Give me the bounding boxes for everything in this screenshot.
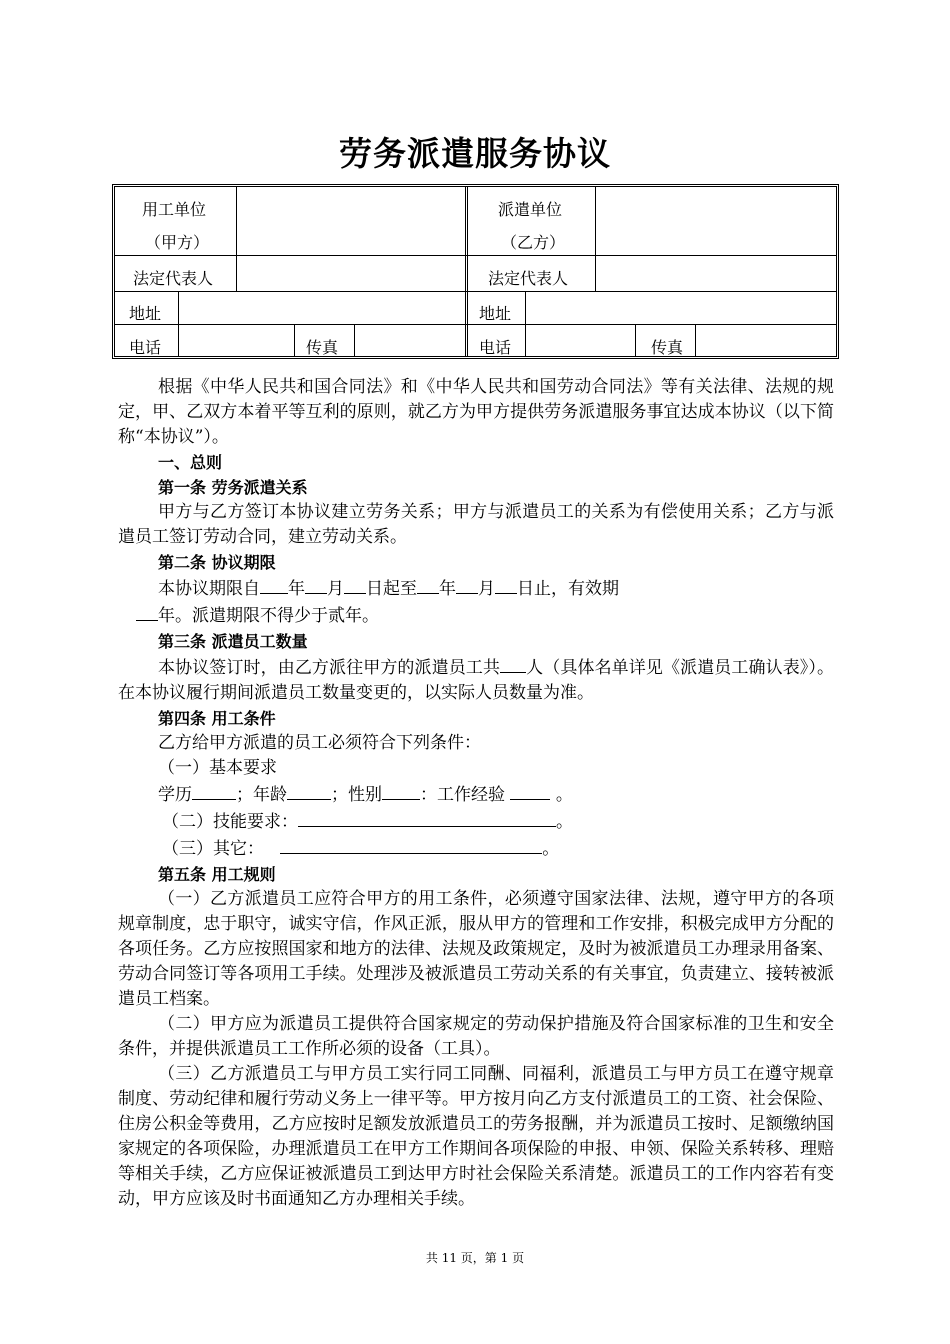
agreement-body: [118, 375, 834, 1212]
article-3-text: [118, 654, 834, 706]
employer-label: 用工单位: [142, 200, 207, 219]
article-2-duration-line: [118, 602, 834, 629]
year-label: 年: [439, 579, 456, 599]
month-label: 月: [478, 579, 495, 599]
blank-field: [305, 575, 327, 594]
blank-field: [500, 654, 526, 673]
day-from-label: 日起至: [366, 579, 417, 599]
age-label: ；年龄: [236, 785, 287, 805]
term-start-text: 本协议期限自: [158, 579, 260, 599]
skills-end: 。: [556, 812, 573, 832]
blank-field: [495, 575, 517, 594]
phone-label-a: 电话: [129, 338, 162, 357]
party-info-table: [112, 184, 839, 359]
blank-field: [510, 781, 550, 800]
duration-text: 年。派遣期限不得少于贰年。: [158, 606, 379, 626]
other-label: （三）其它：: [162, 839, 264, 859]
table-col-divider: [635, 324, 636, 356]
article-4-skills: [118, 808, 834, 835]
article-3-text-a: 本协议签订时，由乙方派往甲方的派遣员工共: [158, 658, 501, 678]
document-title: 劳务派遣服务协议: [339, 134, 611, 173]
blank-field: [344, 575, 366, 594]
dispatcher-label: 派遣单位: [498, 200, 563, 219]
gender-label: ；性别: [331, 785, 382, 805]
address-label-a: 地址: [129, 304, 162, 323]
table-col-divider: [695, 324, 696, 356]
blank-field: [287, 781, 331, 800]
section-general-heading: 一、总则: [158, 453, 223, 472]
article-1-heading: 第一条 劳务派遣关系: [158, 478, 308, 497]
article-3-text-b: 人（具体名单详见《派遣员工确认表》）。在本协议履行期间派遣员工数量变更的，以实际人员数量为准。: [118, 658, 835, 703]
blank-field: [382, 781, 420, 800]
blank-field: [417, 575, 439, 594]
article-4-basic-fields: [118, 781, 834, 808]
blank-field: [456, 575, 478, 594]
table-col-divider: [178, 291, 179, 356]
table-center-divider: [465, 187, 468, 356]
page-footer: 共 11 页，第 1 页: [425, 1251, 525, 1265]
employer-party-label: （甲方）: [145, 233, 210, 252]
table-col-divider: [236, 187, 237, 291]
legal-rep-label-a: 法定代表人: [133, 269, 214, 288]
article-1-text: 甲方与乙方签订本协议建立劳务关系；甲方与派遣员工的关系为有偿使用关系；乙方与派遣员工签订劳动合同，建立劳动关系。: [118, 502, 834, 547]
table-row-divider: [115, 291, 836, 292]
article-4-text: 乙方给甲方派遣的员工必须符合下列条件：: [158, 733, 481, 753]
year-label: 年: [288, 579, 305, 599]
dispatcher-party-label: （乙方）: [501, 233, 566, 252]
article-2-term-line: [118, 575, 834, 602]
article-4-other: [118, 835, 834, 862]
blank-field: [298, 808, 556, 827]
blank-field: [280, 835, 542, 854]
table-col-divider: [525, 291, 526, 356]
intro-paragraph: 根据《中华人民共和国合同法》和《中华人民共和国劳动合同法》等有关法律、法规的规定，甲、乙双方本着平等互利的原则，就乙方为甲方提供劳务派遣服务事宜达成本协议（以下简称“本协议”）。: [118, 377, 834, 447]
table-row-divider: [115, 255, 836, 256]
article-5-heading: 第五条 用工规则: [158, 865, 276, 884]
other-end: 。: [542, 839, 560, 859]
day-to-label: 日止，有效期: [517, 579, 619, 599]
fax-label-a: 传真: [306, 338, 339, 357]
article-5-paragraph-3: （三）乙方派遣员工与甲方员工实行同工同酬、同福利，派遣员工与甲方员工在遵守规章制度、劳动纪律和履行劳动义务上一律平等。甲方按月向乙方支付派遣员工的工资、社会保险、住房公积金等费用，乙方应按时足额发放派遣员工的劳务报酬，并为派遣员工按时、足额缴纳国家规定的各项保险，办理派遣员工在甲方工作期间各项保险的申报、申领、保险关系转移、理赔等相关手续，乙方应保证被派遣员工到达甲方时社会保险关系清楚。派遣员工的工作内容若有变动，甲方应该及时书面通知乙方办理相关手续。: [118, 1064, 834, 1209]
blank-field: [136, 602, 158, 621]
table-col-divider: [595, 187, 596, 291]
skills-label: （二）技能要求：: [162, 812, 298, 832]
month-label: 月: [327, 579, 344, 599]
table-col-divider: [294, 324, 295, 356]
experience-label: ：工作经验: [420, 785, 505, 805]
article-3-heading: 第三条 派遣员工数量: [158, 632, 308, 651]
blank-field: [192, 781, 236, 800]
table-col-divider: [354, 324, 355, 356]
basic-end: 。: [555, 785, 573, 805]
address-label-b: 地址: [479, 304, 512, 323]
legal-rep-label-b: 法定代表人: [488, 269, 569, 288]
article-5-paragraph-2: （二）甲方应为派遣员工提供符合国家规定的劳动保护措施及符合国家标准的卫生和安全条件，并提供派遣员工工作所必须的设备（工具）。: [118, 1014, 834, 1059]
blank-field: [260, 575, 288, 594]
fax-label-b: 传真: [651, 338, 684, 357]
education-label: 学历: [158, 785, 192, 805]
article-4-basic-heading: （一）基本要求: [158, 758, 277, 778]
article-4-heading: 第四条 用工条件: [158, 709, 276, 728]
phone-label-b: 电话: [479, 338, 512, 357]
article-5-paragraph-1: （一）乙方派遣员工应符合甲方的用工条件，必须遵守国家法律、法规，遵守甲方的各项规章制度，忠于职守，诚实守信，作风正派，服从甲方的管理和工作安排，积极完成甲方分配的各项任务。乙方应按照国家和地方的法律、法规及政策规定，及时为被派遣员工办理录用备案、劳动合同签订等各项用工手续。处理涉及被派遣员工劳动关系的有关事宜，负责建立、接转被派遣员工档案。: [118, 889, 834, 1009]
article-2-heading: 第二条 协议期限: [158, 553, 276, 572]
table-row-divider: [115, 324, 836, 325]
